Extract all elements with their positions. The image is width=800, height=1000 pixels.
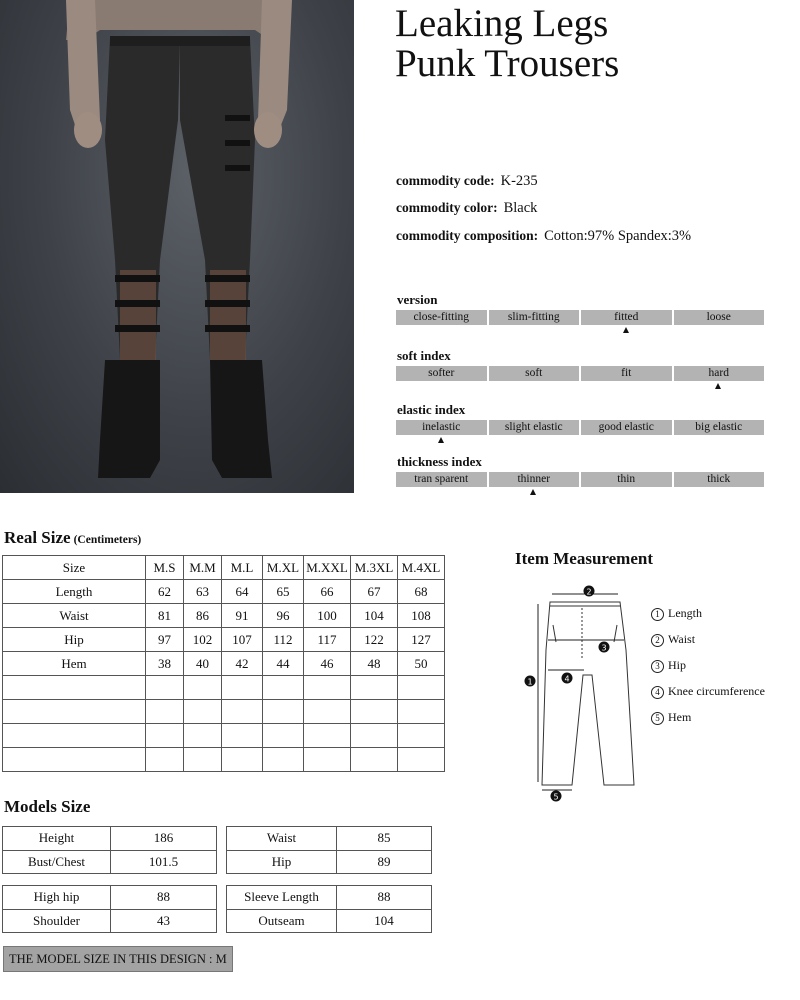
- size-cell: 50: [398, 652, 445, 676]
- size-cell: 117: [304, 628, 351, 652]
- size-cell: 102: [184, 628, 222, 652]
- model-measure-value: 186: [111, 827, 217, 851]
- size-cell: [351, 748, 398, 772]
- size-cell: [304, 748, 351, 772]
- size-cell: [263, 676, 304, 700]
- size-row: [3, 700, 445, 724]
- product-title-line2: Punk Trousers: [395, 42, 620, 85]
- index-option: thick: [674, 472, 765, 487]
- model-measure-value: 89: [337, 850, 432, 874]
- size-cell: [184, 748, 222, 772]
- model-measure-value: 88: [337, 886, 432, 910]
- model-measure-label: Shoulder: [3, 909, 111, 933]
- size-cell: 96: [263, 604, 304, 628]
- index-option: soft: [489, 366, 580, 381]
- measurement-number: 2: [651, 634, 664, 647]
- model-row: [227, 850, 432, 874]
- size-cell: [3, 748, 146, 772]
- marker-2: 2: [586, 587, 592, 597]
- model-measure-label: Outseam: [227, 909, 337, 933]
- marker-3: 3: [601, 643, 607, 653]
- size-cell: [222, 748, 263, 772]
- size-cell: 66: [304, 580, 351, 604]
- measurement-item: [651, 600, 765, 626]
- size-cell: 108: [398, 604, 445, 628]
- index-option: softer: [396, 366, 487, 381]
- model-measure-label: Hip: [227, 850, 337, 874]
- model-row: [3, 886, 217, 910]
- size-cell: [3, 700, 146, 724]
- size-row: [3, 724, 445, 748]
- commodity-code: [396, 173, 538, 190]
- size-cell: [398, 724, 445, 748]
- size-cell: 44: [263, 652, 304, 676]
- measurement-number: 5: [651, 712, 664, 725]
- size-cell: 104: [351, 604, 398, 628]
- index-option: fitted: [581, 310, 672, 325]
- size-cell: [351, 724, 398, 748]
- size-cell: Hip: [3, 628, 146, 652]
- index-option: thin: [581, 472, 672, 487]
- size-cell: [222, 676, 263, 700]
- index-bar: [396, 420, 764, 435]
- index-selected-marker: [438, 437, 444, 443]
- index-label: thickness index: [397, 454, 482, 469]
- size-row: [3, 628, 445, 652]
- real-size-unit: (Centimeters): [73, 534, 142, 546]
- size-cell: 42: [222, 652, 263, 676]
- model-measure-label: Height: [3, 827, 111, 851]
- real-size-title: [4, 528, 141, 548]
- size-cell: 127: [398, 628, 445, 652]
- size-cell: [184, 676, 222, 700]
- commodity-composition-value: Cotton:97% Spandex:3%: [544, 228, 692, 244]
- size-cell: 40: [184, 652, 222, 676]
- size-header-cell: M.4XL: [398, 556, 445, 580]
- size-cell: [3, 724, 146, 748]
- commodity-composition: [396, 228, 691, 245]
- commodity-color-value: Black: [503, 200, 538, 216]
- size-cell: 86: [184, 604, 222, 628]
- model-row: [227, 909, 432, 933]
- models-size-table-2: [226, 826, 432, 874]
- index-option: fit: [581, 366, 672, 381]
- size-cell: 67: [351, 580, 398, 604]
- trousers-photo-illustration: [0, 0, 354, 493]
- index-selected-marker: [530, 489, 536, 495]
- size-cell: [146, 700, 184, 724]
- measurement-legend: [651, 600, 765, 730]
- item-measurement-title: Item Measurement: [515, 549, 654, 568]
- size-row: [3, 580, 445, 604]
- marker-4: 4: [564, 674, 570, 684]
- index-option: hard: [674, 366, 765, 381]
- size-cell: [146, 724, 184, 748]
- product-title: [395, 4, 795, 84]
- size-cell: 46: [304, 652, 351, 676]
- size-cell: [222, 700, 263, 724]
- index-option: big elastic: [674, 420, 765, 435]
- measurement-label: Waist: [668, 632, 696, 646]
- size-cell: 68: [398, 580, 445, 604]
- size-cell: 38: [146, 652, 184, 676]
- index-label: soft index: [397, 348, 451, 363]
- marker-5: 5: [553, 792, 559, 802]
- index-option: inelastic: [396, 420, 487, 435]
- size-cell: [304, 676, 351, 700]
- size-cell: Length: [3, 580, 146, 604]
- index-bar: [396, 366, 764, 381]
- measurement-label: Length: [668, 606, 702, 620]
- size-cell: [398, 700, 445, 724]
- size-cell: [184, 724, 222, 748]
- model-row: [3, 909, 217, 933]
- trousers-diagram: [520, 580, 640, 805]
- index-option: close-fitting: [396, 310, 487, 325]
- model-measure-label: Sleeve Length: [227, 886, 337, 910]
- size-cell: 63: [184, 580, 222, 604]
- size-row: [3, 652, 445, 676]
- size-cell: 112: [263, 628, 304, 652]
- index-option: tran sparent: [396, 472, 487, 487]
- size-header-cell: M.XL: [263, 556, 304, 580]
- size-cell: 64: [222, 580, 263, 604]
- size-cell: 122: [351, 628, 398, 652]
- index-option: good elastic: [581, 420, 672, 435]
- index-selected-marker: [715, 383, 721, 389]
- measurement-label: Hem: [668, 710, 692, 724]
- model-row: [3, 827, 217, 851]
- models-size-table-1: [2, 826, 217, 874]
- commodity-composition-label: commodity composition:: [396, 228, 539, 243]
- size-cell: [398, 748, 445, 772]
- model-row: [3, 850, 217, 874]
- size-cell: [184, 700, 222, 724]
- measurement-number: 3: [651, 660, 664, 673]
- size-cell: 107: [222, 628, 263, 652]
- size-cell: [146, 676, 184, 700]
- models-size-title: Models Size: [4, 797, 91, 816]
- size-cell: [398, 676, 445, 700]
- size-cell: 62: [146, 580, 184, 604]
- size-cell: Hem: [3, 652, 146, 676]
- model-measure-value: 101.5: [111, 850, 217, 874]
- model-measure-value: 104: [337, 909, 432, 933]
- model-measure-label: Waist: [227, 827, 337, 851]
- size-cell: [351, 676, 398, 700]
- measurement-item: [651, 678, 765, 704]
- size-header-cell: M.S: [146, 556, 184, 580]
- size-cell: [351, 700, 398, 724]
- index-option: thinner: [489, 472, 580, 487]
- product-title-line1: Leaking Legs: [395, 2, 609, 45]
- commodity-color-label: commodity color:: [396, 200, 498, 215]
- size-cell: 65: [263, 580, 304, 604]
- index-label: elastic index: [397, 402, 466, 417]
- size-row: [3, 604, 445, 628]
- measurement-label: Hip: [668, 658, 686, 672]
- model-measure-label: High hip: [3, 886, 111, 910]
- size-cell: 48: [351, 652, 398, 676]
- size-cell: 81: [146, 604, 184, 628]
- marker-1: 1: [527, 677, 533, 687]
- models-size-table-3: [2, 885, 217, 933]
- index-selected-marker: [623, 327, 629, 333]
- real-size-table: [2, 555, 445, 772]
- size-header-row: [3, 556, 445, 580]
- size-row: [3, 676, 445, 700]
- index-option: loose: [674, 310, 765, 325]
- index-bar: [396, 472, 764, 487]
- index-bar: [396, 310, 764, 325]
- model-row: [227, 886, 432, 910]
- size-cell: [304, 724, 351, 748]
- size-header-cell: M.M: [184, 556, 222, 580]
- measurement-item: [651, 704, 765, 730]
- size-cell: Waist: [3, 604, 146, 628]
- measurement-number: 1: [651, 608, 664, 621]
- model-measure-value: 88: [111, 886, 217, 910]
- model-measure-value: 43: [111, 909, 217, 933]
- product-photo: [0, 0, 354, 493]
- models-size-table-4: [226, 885, 432, 933]
- commodity-code-label: commodity code:: [396, 173, 495, 188]
- measurement-item: [651, 626, 765, 652]
- size-cell: [222, 724, 263, 748]
- size-cell: [3, 676, 146, 700]
- measurement-item: [651, 652, 765, 678]
- size-header-cell: M.XXL: [304, 556, 351, 580]
- commodity-code-value: K-235: [500, 173, 538, 189]
- size-header-cell: M.L: [222, 556, 263, 580]
- measurement-label: Knee circumference: [668, 684, 765, 698]
- real-size-heading: Real Size: [4, 528, 71, 547]
- size-cell: [263, 724, 304, 748]
- model-row: [227, 827, 432, 851]
- index-option: slight elastic: [489, 420, 580, 435]
- size-cell: [263, 748, 304, 772]
- commodity-color: [396, 200, 537, 217]
- measurement-number: 4: [651, 686, 664, 699]
- model-size-note: THE MODEL SIZE IN THIS DESIGN : M: [3, 946, 233, 972]
- size-cell: [146, 748, 184, 772]
- size-header-cell: Size: [3, 556, 146, 580]
- index-label: version: [397, 292, 438, 307]
- size-cell: 91: [222, 604, 263, 628]
- size-row: [3, 748, 445, 772]
- size-cell: [263, 700, 304, 724]
- model-measure-label: Bust/Chest: [3, 850, 111, 874]
- size-cell: [304, 700, 351, 724]
- size-header-cell: M.3XL: [351, 556, 398, 580]
- model-measure-value: 85: [337, 827, 432, 851]
- size-cell: 97: [146, 628, 184, 652]
- size-cell: 100: [304, 604, 351, 628]
- index-option: slim-fitting: [489, 310, 580, 325]
